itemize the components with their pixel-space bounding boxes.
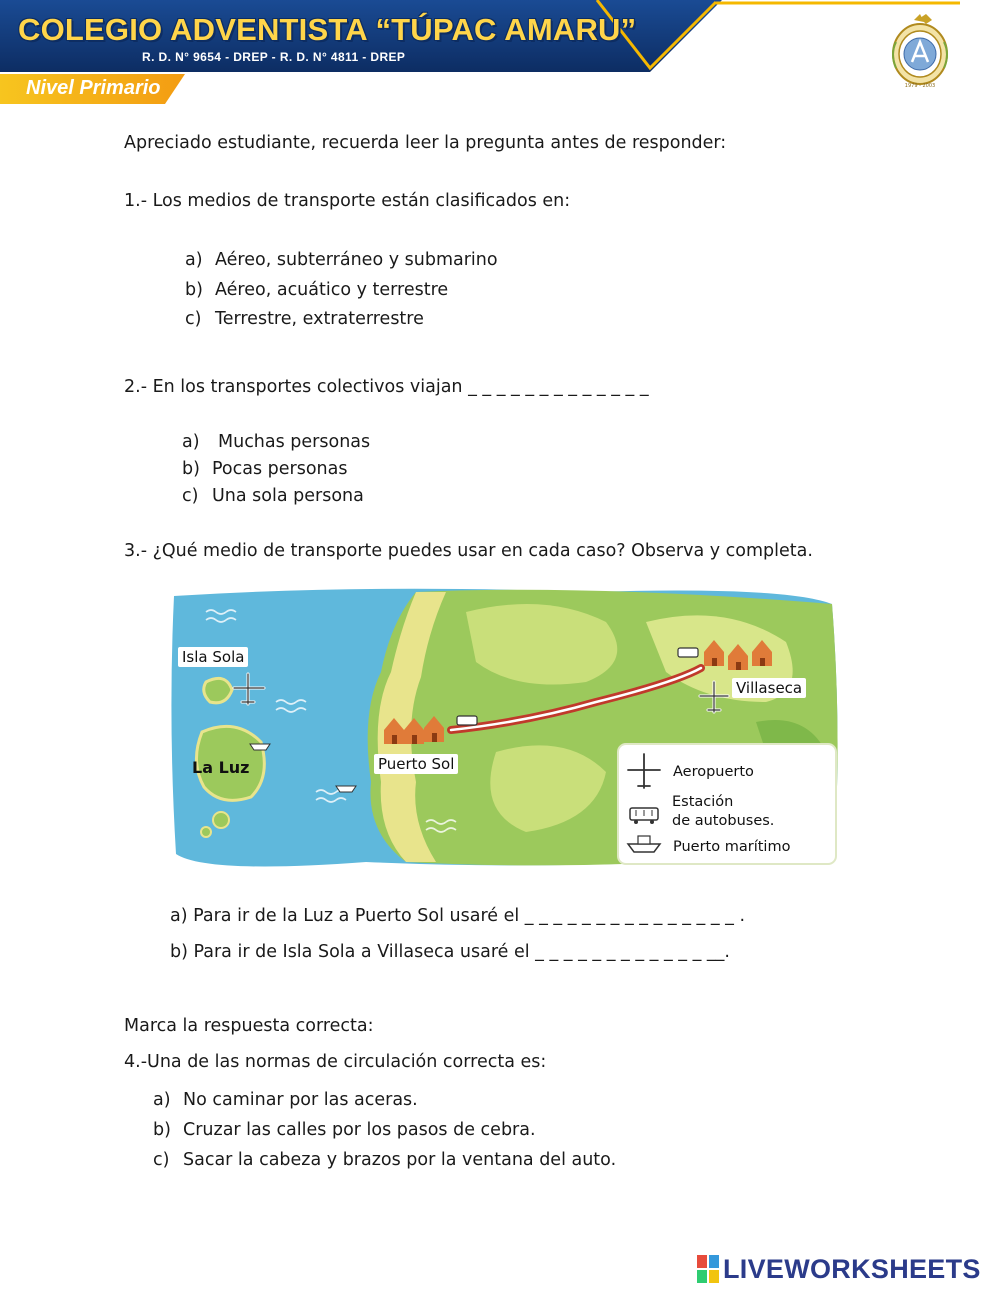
q3-item-a[interactable]: a) Para ir de la Luz a Puerto Sol usaré el _ _ _ _ _ _ _ _ _ _ _ _ _ _ _ . <box>170 906 746 926</box>
option-letter: a) <box>153 1090 171 1110</box>
legend-bus-station-2: de autobuses. <box>672 813 775 829</box>
q3-item-b[interactable]: b) Para ir de Isla Sola a Villaseca usaré el _ _ _ _ _ _ _ _ _ _ _ _ __. <box>170 942 730 962</box>
option-text: Pocas personas <box>212 459 348 479</box>
option-text: Aéreo, acuático y terrestre <box>215 280 449 300</box>
transport-map <box>166 582 844 878</box>
map-illustration <box>166 582 844 878</box>
option-text: Muchas personas <box>218 432 371 452</box>
puerto-sol-houses-icon <box>384 716 444 744</box>
q2-option-c[interactable] <box>182 486 364 506</box>
legend-seaport: Puerto marítimo <box>673 839 791 855</box>
option-text: Sacar la cabeza y brazos por la ventana del auto. <box>183 1150 617 1170</box>
school-header <box>0 0 1000 110</box>
option-letter: a) <box>185 250 203 270</box>
question-2: 2.- En los transportes colectivos viajan _ _ _ _ _ _ _ _ _ _ _ _ _ <box>124 377 649 397</box>
q4-option-a[interactable] <box>153 1090 418 1110</box>
question-3: 3.- ¿Qué medio de transporte puedes usar en cada caso? Observa y completa. <box>124 541 813 561</box>
q2-option-b[interactable] <box>182 459 348 479</box>
option-text: Una sola persona <box>212 486 364 506</box>
map-label-la-luz: La Luz <box>192 758 250 777</box>
villaseca-houses-icon <box>704 640 772 670</box>
map-label-villaseca: Villaseca <box>732 678 806 698</box>
option-letter: c) <box>153 1150 170 1170</box>
option-letter: c) <box>185 309 202 329</box>
liveworksheets-logo-icon <box>697 1255 719 1283</box>
option-text: Terrestre, extraterrestre <box>215 309 424 329</box>
option-letter: c) <box>182 486 199 506</box>
legend-airport: Aeropuerto <box>673 764 754 780</box>
question-1: 1.- Los medios de transporte están clasificados en: <box>124 191 571 211</box>
legend-bus-station-1: Estación <box>672 794 734 810</box>
option-letter: b) <box>182 459 200 479</box>
liveworksheets-brand[interactable] <box>697 1254 981 1284</box>
option-text: Cruzar las calles por los pasos de cebra. <box>183 1120 536 1140</box>
brand-name: LIVEWORKSHEETS <box>723 1253 981 1284</box>
q1-option-c[interactable] <box>185 309 424 329</box>
seal-year: 1979 - 2003 <box>904 83 936 89</box>
registration-numbers: R. D. N° 9654 - DREP - R. D. N° 4811 - DREP <box>142 50 406 64</box>
option-letter: b) <box>185 280 203 300</box>
q1-option-a[interactable] <box>185 250 498 270</box>
instruction-text: Marca la respuesta correcta: <box>124 1016 374 1036</box>
school-seal <box>886 12 954 96</box>
option-letter: a) <box>182 432 200 452</box>
option-text: Aéreo, subterráneo y submarino <box>215 250 498 270</box>
option-letter: b) <box>153 1120 171 1140</box>
intro-text: Apreciado estudiante, recuerda leer la pregunta antes de responder: <box>124 133 727 153</box>
q4-option-b[interactable] <box>153 1120 536 1140</box>
q2-option-a[interactable] <box>182 432 370 452</box>
question-4: 4.-Una de las normas de circulación correcta es: <box>124 1052 547 1072</box>
level-label: Nivel Primario <box>26 77 161 99</box>
map-label-isla-sola: Isla Sola <box>178 647 248 667</box>
option-text: No caminar por las aceras. <box>183 1090 418 1110</box>
q4-option-c[interactable] <box>153 1150 616 1170</box>
map-label-puerto-sol: Puerto Sol <box>374 754 458 774</box>
school-name: COLEGIO ADVENTISTA “TÚPAC AMARU” <box>18 12 637 47</box>
q1-option-b[interactable] <box>185 280 448 300</box>
